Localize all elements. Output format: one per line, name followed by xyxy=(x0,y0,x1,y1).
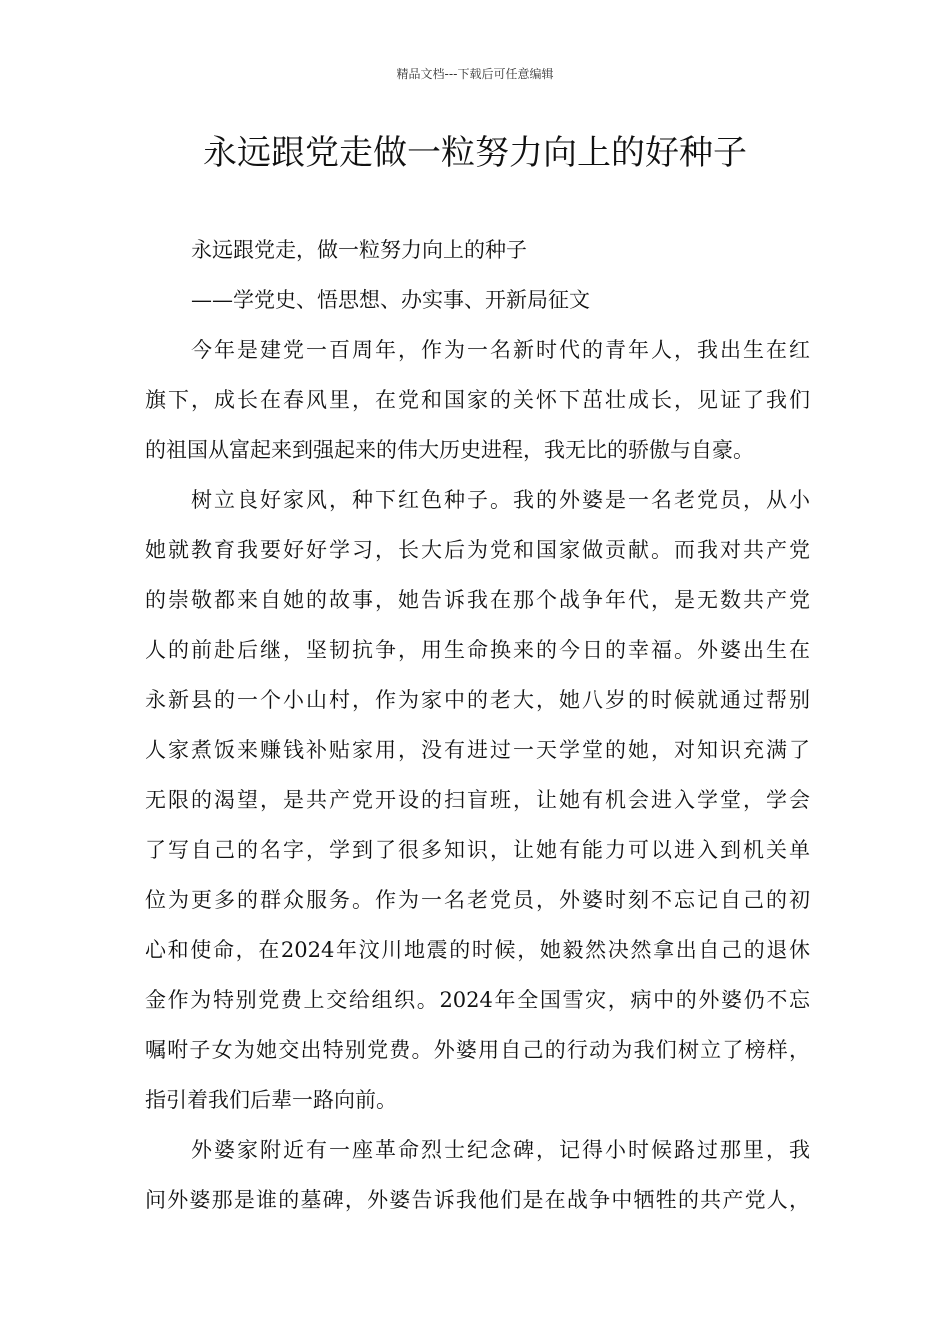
header-note: 精品文档---下载后可任意编辑 xyxy=(396,67,554,81)
document-body xyxy=(145,227,810,1227)
paragraph-line: 无限的渴望，是共产党开设的扫盲班，让她有机会进入学堂，学会 xyxy=(145,788,810,812)
subtitle-line: ——学党史、悟思想、办实事、开新局征文 xyxy=(191,288,590,312)
paragraph-line: 外婆家附近有一座革命烈士纪念碑，记得小时候路过那里，我 xyxy=(191,1138,810,1162)
subtitle-line: 永远跟党走，做一粒努力向上的种子 xyxy=(191,238,527,262)
paragraph-line: 问外婆那是谁的墓碑，外婆告诉我他们是在战争中牺牲的共产党人， xyxy=(145,1188,810,1212)
paragraph-line: 永新县的一个小山村，作为家中的老大，她八岁的时候就通过帮别 xyxy=(145,688,810,712)
paragraph-line: 的祖国从富起来到强起来的伟大历史进程，我无比的骄傲与自豪。 xyxy=(145,438,754,462)
document-title: 永远跟党走做一粒努力向上的好种子 xyxy=(203,133,747,173)
paragraph-line: 位为更多的群众服务。作为一名老党员，外婆时刻不忘记自己的初 xyxy=(145,888,810,912)
paragraph-line: 人的前赴后继，坚韧抗争，用生命换来的今日的幸福。外婆出生在 xyxy=(145,638,810,662)
paragraph-line: 心和使命，在2024年汶川地震的时候，她毅然决然拿出自己的退休 xyxy=(145,938,810,962)
paragraph-line: 今年是建党一百周年，作为一名新时代的青年人，我出生在红 xyxy=(191,338,810,362)
paragraph-line: 旗下，成长在春风里，在党和国家的关怀下茁壮成长，见证了我们 xyxy=(145,388,810,412)
paragraph-line: 人家煮饭来赚钱补贴家用，没有进过一天学堂的她，对知识充满了 xyxy=(145,738,810,762)
paragraph-line: 树立良好家风，种下红色种子。我的外婆是一名老党员，从小 xyxy=(191,488,810,512)
paragraph-line: 她就教育我要好好学习，长大后为党和国家做贡献。而我对共产党 xyxy=(145,538,810,562)
paragraph-line: 嘱咐子女为她交出特别党费。外婆用自己的行动为我们树立了榜样， xyxy=(145,1038,810,1062)
paragraph-line: 指引着我们后辈一路向前。 xyxy=(145,1088,397,1112)
paragraph-line: 金作为特别党费上交给组织。2024年全国雪灾，病中的外婆仍不忘 xyxy=(145,988,810,1012)
paragraph-line: 了写自己的名字，学到了很多知识，让她有能力可以进入到机关单 xyxy=(145,838,810,862)
paragraph-line: 的崇敬都来自她的故事，她告诉我在那个战争年代，是无数共产党 xyxy=(145,588,810,612)
